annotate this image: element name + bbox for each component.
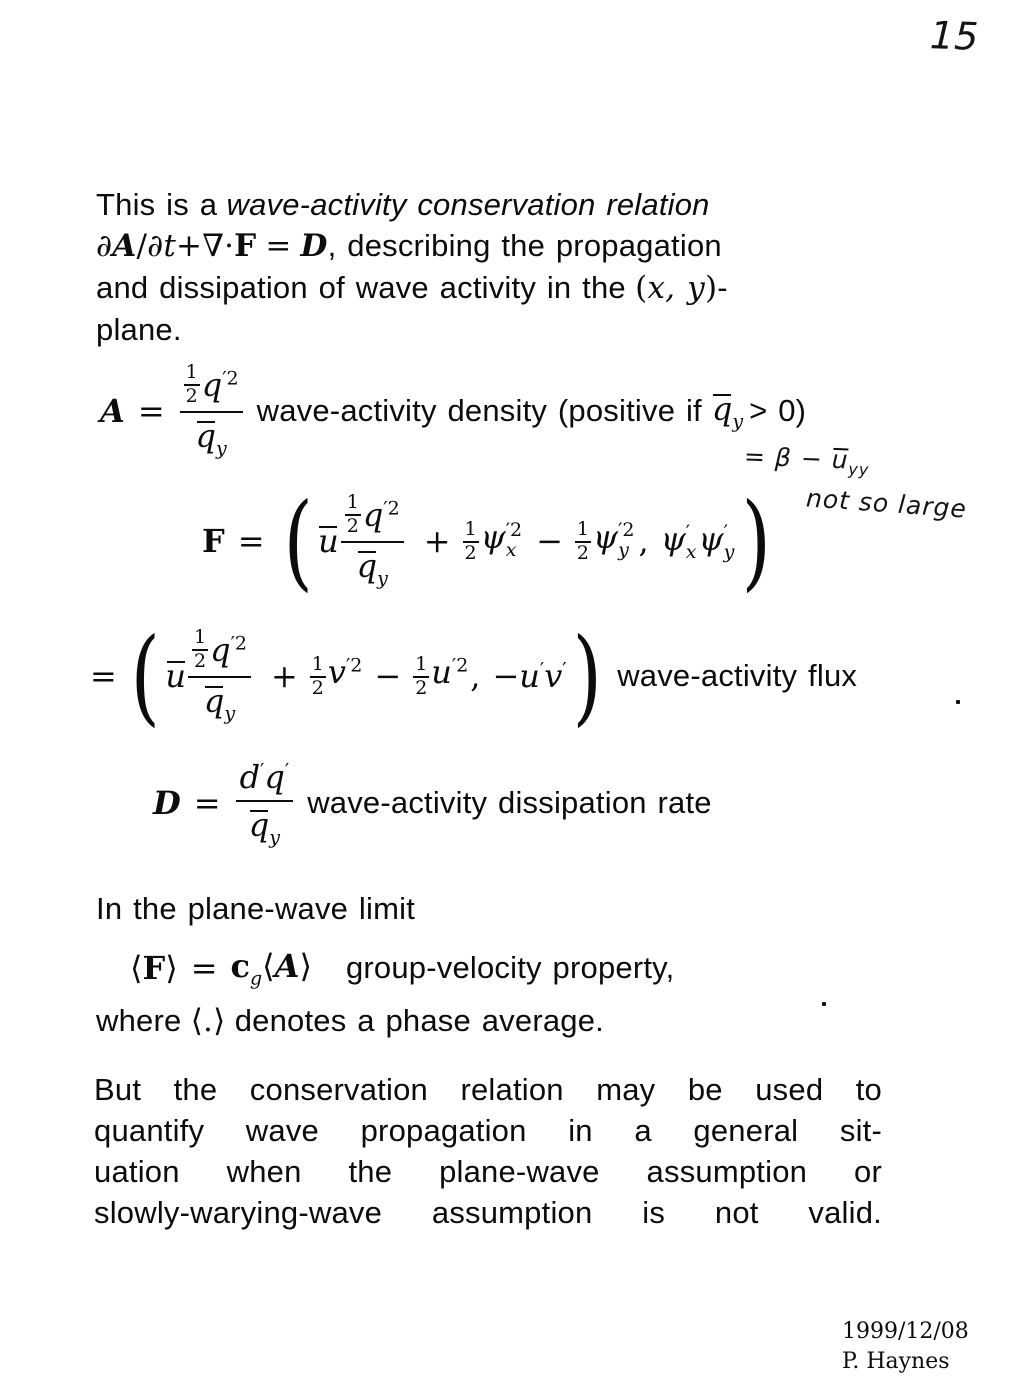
fraction-half-q-prime-sq-over-qbar-y: [180, 363, 243, 458]
subsup-prime2-x: [506, 521, 522, 561]
planewave-intro-text: In the plane-wave limit: [96, 891, 416, 926]
big-left-paren: (: [283, 480, 313, 602]
half-fraction: [413, 655, 429, 699]
ubar-factor: [318, 522, 339, 560]
qbar-sub-y: [712, 390, 743, 431]
slash-partial: /∂: [136, 228, 164, 264]
equals-sign: =: [90, 657, 117, 695]
equals-sign: =: [190, 949, 218, 987]
footer-date: 1999/12/08: [842, 1319, 969, 1344]
half-u-prime-squared: [413, 653, 468, 699]
math-cal-D: D: [153, 784, 181, 822]
big-right-paren: ): [572, 615, 602, 737]
minus-sign: −: [536, 522, 563, 560]
right-angle-bracket: ⟩: [165, 949, 178, 987]
half-v-prime-squared: [310, 653, 363, 699]
math-u: u: [431, 653, 452, 692]
equation-wave-activity-density: [100, 360, 806, 462]
half-fraction: [184, 363, 200, 407]
plus-sign: +: [423, 522, 451, 560]
math-bold-F: F: [142, 949, 166, 987]
d-prime-q-prime: [240, 758, 290, 796]
fraction-dq-over-qbar-y: [236, 758, 294, 847]
fraction-numerator: [236, 758, 294, 802]
numeral-two: 2: [346, 515, 359, 538]
subsup-prime-y: [723, 520, 735, 563]
math-cal-A: A: [274, 947, 300, 986]
angle-F: [130, 949, 178, 987]
numeral-one: 1: [463, 520, 479, 543]
qbar-sub-y: [196, 417, 227, 458]
prime-squared-sup: ′2: [383, 497, 400, 520]
math-ubar-hand: u: [831, 444, 850, 475]
inline-math-conservation-relation: [96, 225, 328, 267]
prime-squared-sup: ′2: [230, 632, 247, 655]
left-paren: (: [635, 270, 648, 306]
half-fraction: [463, 520, 479, 564]
equals-sign: =: [237, 522, 265, 560]
big-right-paren: ): [742, 480, 772, 602]
footer-author: P. Haynes: [842, 1349, 950, 1374]
closing-line-2: quantify wave propagation in a general sit-: [94, 1113, 882, 1148]
sub-y: y: [732, 410, 744, 433]
sub-y: y: [618, 539, 629, 561]
sub-x: x: [685, 540, 697, 563]
right-paren: ): [704, 270, 718, 306]
handwritten-annotation-note: not so large: [805, 483, 968, 524]
math-qbar: q: [711, 390, 733, 429]
planewave-intro: [96, 888, 415, 929]
closing-line-4: slowly-warying-wave assumption is not valid.: [94, 1195, 882, 1230]
ink-speck: [822, 1002, 826, 1006]
math-bold-F: F: [234, 228, 257, 264]
half-psi-y-prime-squared: [575, 518, 637, 564]
where-text: where: [96, 1003, 182, 1038]
sub-yy: yy: [847, 459, 870, 480]
closing-line-3: uation when the plane-wave assumption or: [94, 1154, 882, 1189]
numeral-two: 2: [415, 677, 428, 699]
q-prime-squared: [363, 496, 400, 534]
numeral-one: 1: [192, 628, 208, 651]
subsup-prime2-y: [618, 521, 634, 561]
fraction-numerator: [188, 628, 251, 678]
math-ubar: u: [165, 657, 186, 695]
math-v: v: [327, 653, 346, 692]
sub-y: y: [224, 702, 236, 725]
left-angle-bracket: ⟨: [130, 949, 143, 987]
partial-symbol: ∂: [96, 228, 113, 264]
intro-line-4: [96, 309, 884, 350]
intro-paragraph: [96, 184, 884, 350]
qbar-sub-y: [249, 806, 280, 847]
density-label: wave-activity density (positive if: [256, 393, 702, 428]
prime-squared-sup: ′2: [451, 654, 469, 677]
equation-group-velocity: [130, 941, 674, 995]
hyphen: -: [717, 270, 728, 305]
closing-paragraph: [94, 1069, 882, 1233]
numeral-one: 1: [345, 493, 361, 516]
math-qbar: q: [356, 547, 378, 586]
math-cal-A: A: [100, 392, 125, 430]
fraction-numerator: [341, 493, 404, 543]
numeral-one: 1: [413, 655, 429, 678]
plus-sign: +: [270, 657, 298, 695]
math-v: v: [544, 657, 563, 695]
half-fraction: [345, 493, 361, 537]
angle-dot-symbol: ⟨.⟩: [190, 1003, 226, 1039]
math-bold-F: F: [202, 522, 225, 560]
half-psi-x-prime-squared: [463, 518, 525, 564]
fraction-denominator: [204, 678, 235, 723]
intro-line-3: [96, 267, 884, 309]
intro-line-1: [96, 184, 884, 225]
fraction-numerator: [180, 363, 243, 413]
sub-y: y: [216, 437, 227, 460]
cg-angle-A: [231, 947, 312, 988]
footer: [842, 1317, 969, 1377]
minus-u-prime-v-prime: [492, 657, 566, 695]
handwritten-page-number: 15: [929, 13, 980, 59]
inline-math-xy-plane: [635, 267, 717, 309]
comma: ,: [470, 657, 481, 695]
intro-text: plane.: [96, 312, 182, 347]
ubar-factor: [165, 657, 186, 695]
intro-line-2: [96, 225, 884, 267]
closing-line-1: But the conservation relation may be used to: [94, 1072, 882, 1107]
plus-nabla-dot: +∇·: [176, 228, 235, 264]
equals-sign: =: [193, 784, 221, 822]
flux-label: wave-activity flux: [617, 658, 858, 693]
fraction-denominator: [196, 413, 227, 458]
numeral-one: 1: [575, 520, 591, 543]
math-qbar: q: [248, 806, 270, 845]
equals-sign: =: [137, 392, 165, 430]
sub-y: y: [269, 826, 280, 849]
where-line: [96, 1000, 604, 1042]
prime-squared-sup: ′2: [505, 519, 523, 542]
math-psi: ψ: [660, 519, 686, 558]
q-prime-squared: [202, 366, 239, 404]
math-qbar: q: [195, 417, 216, 456]
minus-sign: −: [374, 657, 402, 695]
numeral-one: 1: [310, 655, 326, 678]
math-cal-A: A: [112, 228, 137, 264]
math-psi: ψ: [480, 518, 506, 557]
fraction-denominator: [357, 543, 388, 588]
prime-sup: ′: [685, 520, 691, 543]
intro-text: and dissipation of wave activity in the: [96, 270, 626, 305]
fraction-half-q-prime-sq-over-qbar-y: [341, 493, 404, 588]
math-q: q: [362, 496, 384, 535]
prime-sup: ′: [260, 759, 265, 782]
psi-x-psi-y-product: [661, 520, 737, 563]
half-fraction: [192, 628, 208, 672]
big-left-paren: (: [130, 615, 160, 737]
numeral-two: 2: [194, 650, 207, 673]
group-velocity-label: group-velocity property,: [345, 950, 675, 985]
half-fraction: [575, 520, 591, 564]
math-ubar: u: [318, 522, 339, 560]
minus-sign: −: [492, 657, 520, 695]
numeral-two: 2: [311, 677, 324, 699]
prime-sup: ′: [284, 759, 290, 782]
equals-sign: =: [265, 228, 292, 264]
math-t: t: [163, 228, 177, 264]
dissipation-label: wave-activity dissipation rate: [307, 785, 712, 820]
equation-wave-activity-flux-uv: [90, 608, 857, 744]
prime-sup: ′: [723, 520, 728, 543]
math-q: q: [264, 758, 285, 797]
ink-speck: [956, 700, 960, 704]
qbar-sub-y: [357, 547, 388, 588]
sub-y: y: [723, 540, 735, 563]
math-cal-D: D: [300, 228, 328, 264]
fraction-denominator: [249, 802, 280, 847]
half-fraction: [310, 655, 326, 699]
intro-text: This is a: [96, 187, 218, 222]
prime-sup: ′: [562, 658, 567, 681]
prime-squared-sup: ′2: [618, 519, 635, 542]
intro-emphasis: wave-activity conservation relation: [226, 187, 710, 222]
numeral-two: 2: [185, 385, 198, 408]
equation-dissipation-rate: [153, 753, 712, 853]
right-angle-bracket: ⟩: [299, 947, 312, 986]
sub-y: y: [377, 567, 388, 590]
beta-expression: = β −: [743, 441, 833, 474]
prime-squared-sup: ′2: [345, 654, 363, 677]
math-u: u: [519, 657, 540, 695]
numeral-two: 2: [464, 542, 477, 564]
math-qbar: q: [203, 682, 225, 721]
numeral-two: 2: [576, 542, 590, 564]
math-bold-c: c: [230, 947, 250, 986]
intro-text: , describing the propagation: [327, 228, 722, 263]
density-label-end: > 0): [749, 393, 807, 428]
equation-wave-activity-flux-psi: [202, 473, 777, 609]
math-psi: ψ: [698, 519, 724, 558]
math-q: q: [201, 366, 223, 405]
math-d: d: [239, 758, 261, 797]
sub-g: g: [249, 967, 263, 990]
q-prime-squared: [210, 631, 247, 669]
fraction-half-q-prime-sq-over-qbar-y: [188, 628, 251, 723]
math-q: q: [210, 631, 231, 670]
math-psi: ψ: [593, 518, 619, 557]
comma: ,: [638, 522, 649, 560]
numeral-one: 1: [184, 363, 200, 386]
subsup-prime-x: [685, 520, 697, 563]
left-angle-bracket: ⟨: [262, 947, 275, 986]
prime-sup: ′: [539, 658, 545, 681]
math-x-y: x, y: [647, 270, 705, 306]
sub-x: x: [505, 539, 517, 561]
prime-squared-sup: ′2: [222, 367, 239, 390]
qbar-sub-y: [204, 682, 235, 723]
where-text-end: denotes a phase average.: [234, 1003, 604, 1038]
